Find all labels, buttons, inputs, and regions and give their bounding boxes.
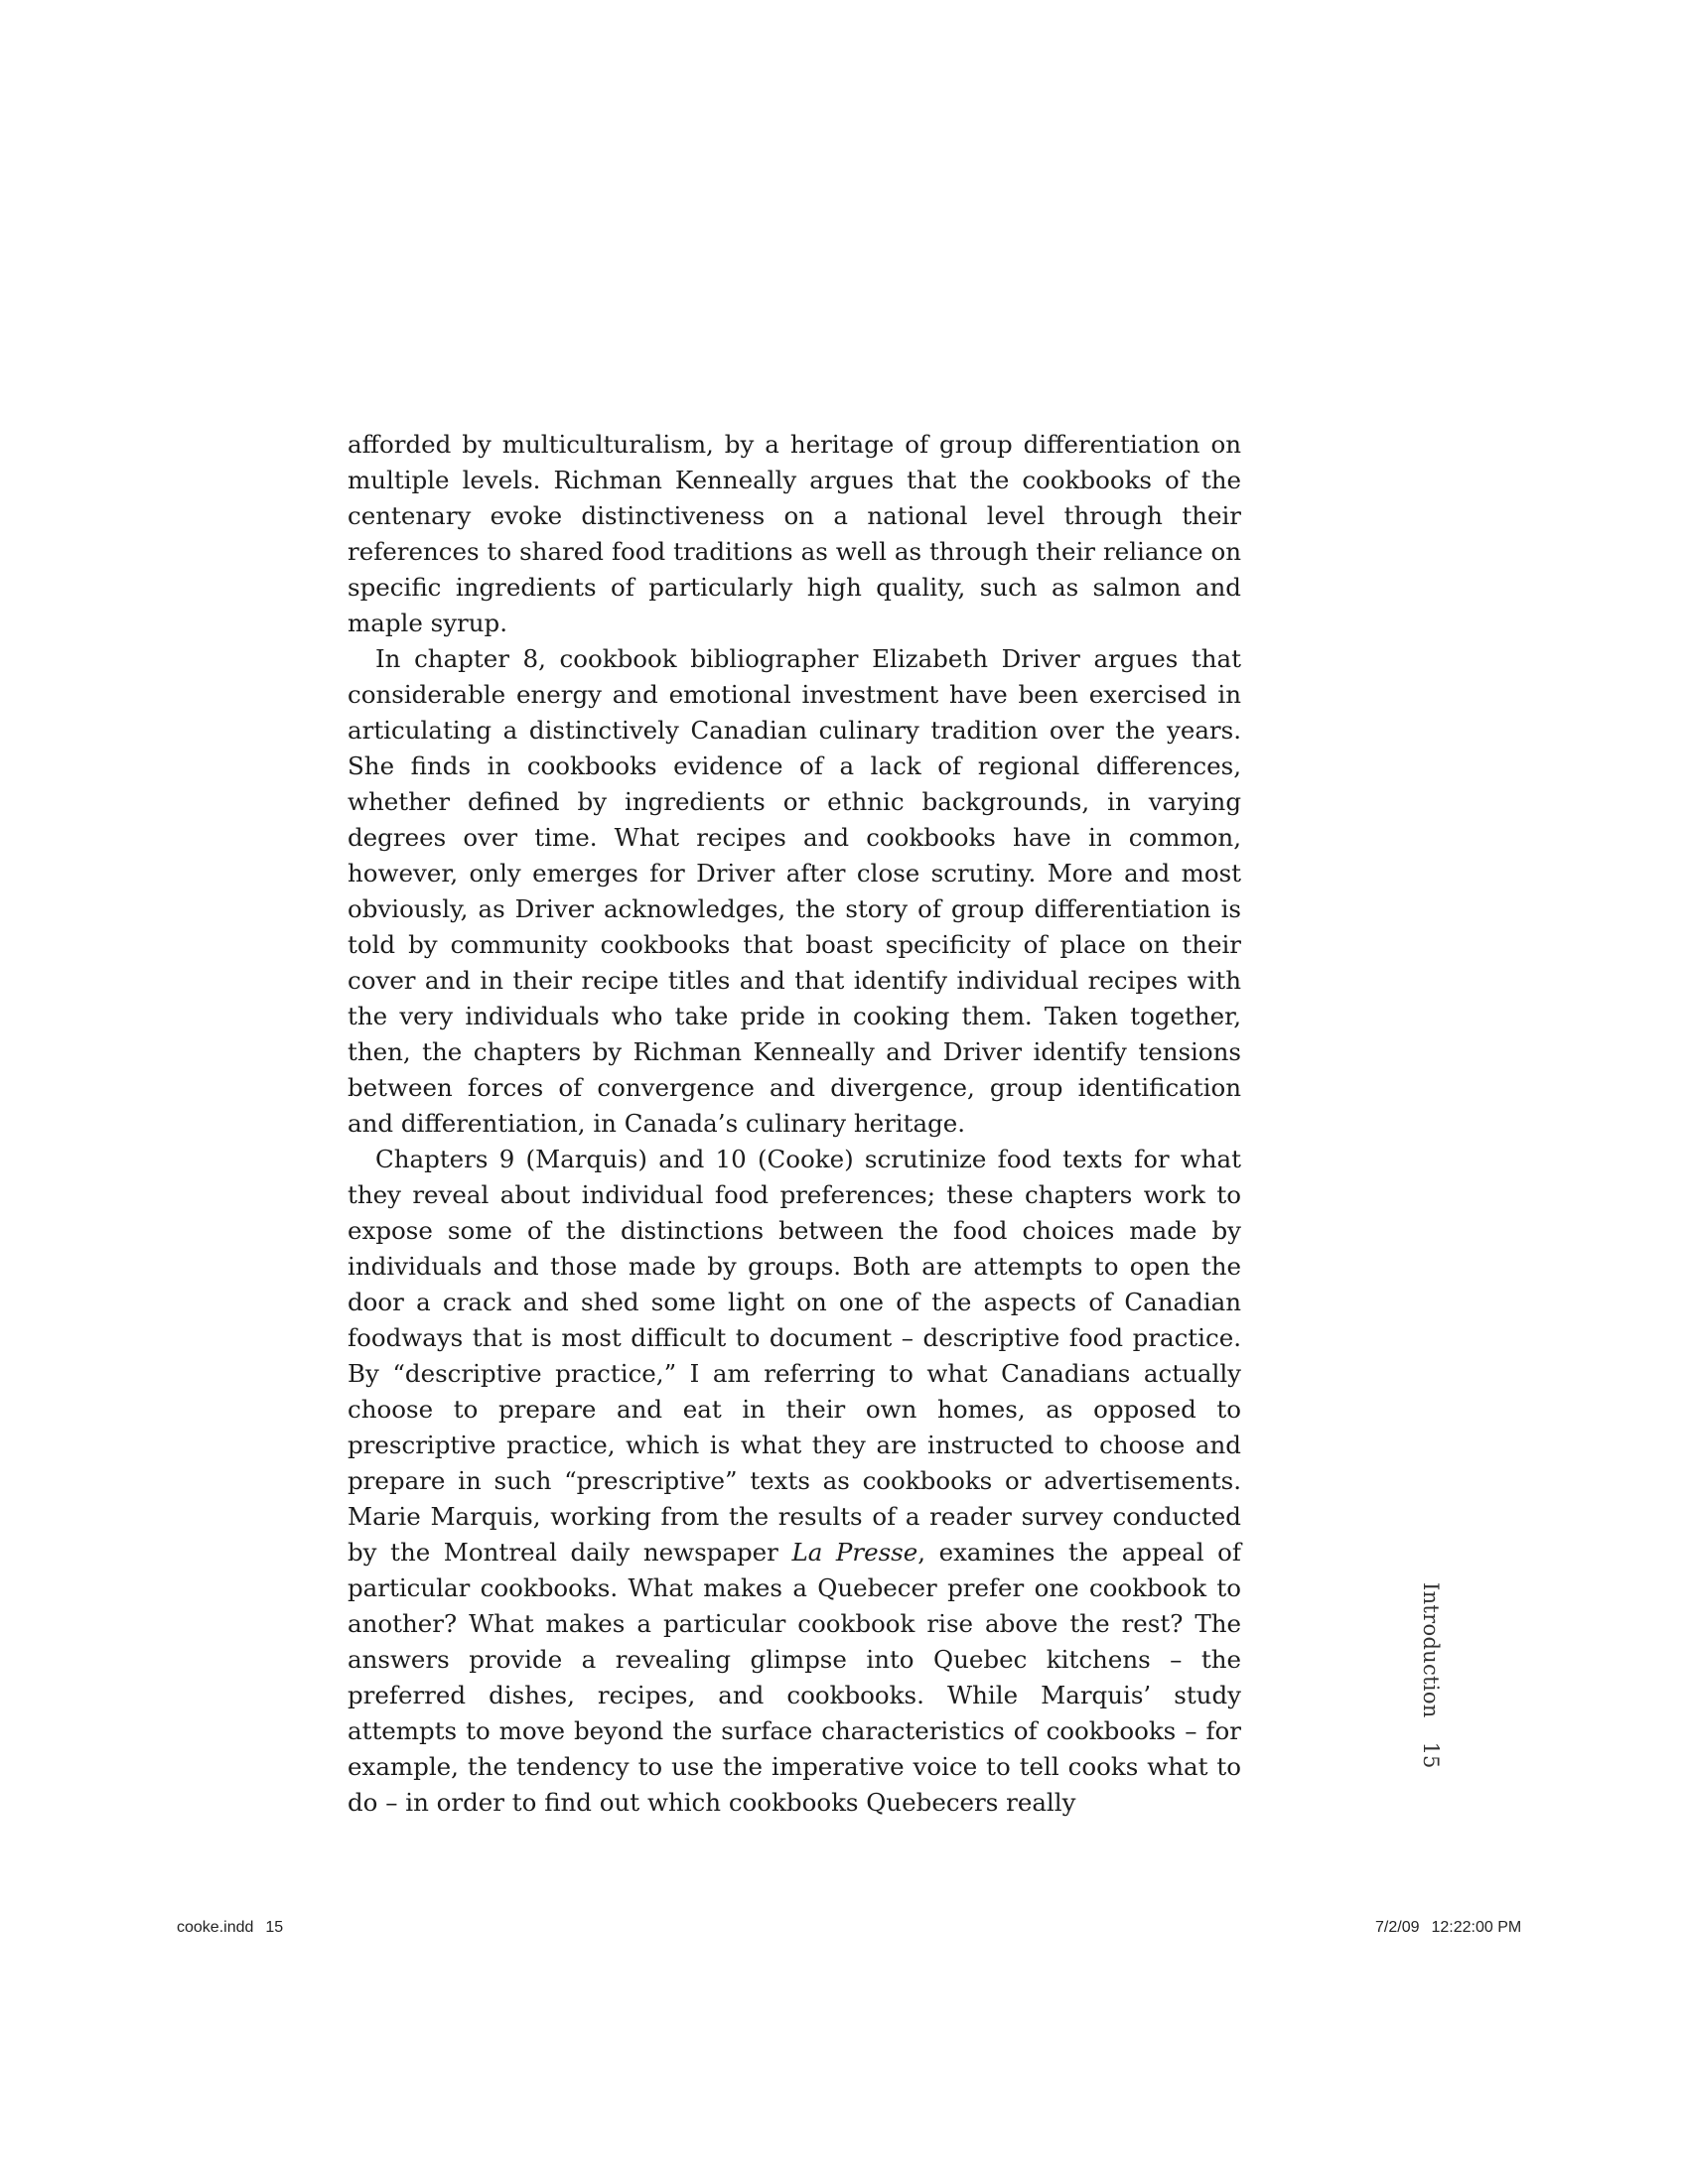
print-slug-file (177, 1919, 283, 1937)
running-head-section: Introduction (1419, 1582, 1443, 1718)
newspaper-title: La Presse (791, 1538, 918, 1567)
running-head (1418, 1582, 1444, 1768)
slug-file-name: cooke.indd (177, 1919, 254, 1936)
slug-time: 12:22:00 PM (1431, 1919, 1522, 1936)
paragraph-1 (348, 427, 1241, 641)
slug-date: 7/2/09 (1375, 1919, 1420, 1936)
paragraph-2-text: In chapter 8, cookbook bibliographer Elizabeth Driver argues that considerable energy and emotional investment have been exercised in articulating a distinctively Canadian culinary tradition over the years. She finds in cookbooks evidence of a lack of regional differences, whether defined by ingredients or ethnic backgrounds, in varying degrees over time. What recipes and cookbooks have in common, however, only emerges for Driver after close scrutiny. More and most obviously, as Driver acknowledges, the story of group differentiation is told by community cookbooks that boast specificity of place on their cover and in their recipe titles and that identify individual recipes with the very individuals who take pride in cooking them. Taken together, then, the chapters by Richman Kenneally and Driver identify tensions between forces of convergence and divergence, group identification and differentiation, in Canada’s culinary heritage. (348, 644, 1241, 1138)
slug-file-page: 15 (265, 1919, 284, 1936)
paragraph-2 (348, 641, 1241, 1142)
page-number: 15 (1419, 1741, 1443, 1769)
paragraph-1-text: afforded by multiculturalism, by a heritage of group differentiation on multiple levels. Richman Kenneally argues that the cookbooks of the centenary evoke distinctiveness on a national level through their references to shared food traditions as well as through their reliance on specific ingredients of particularly high quality, such as salmon and maple syrup. (348, 430, 1241, 637)
paragraph-3-text-end: , examines the appeal of particular cookbooks. What makes a Quebecer prefer one cookbook to another? What makes a particular cookbook rise above the rest? The answers provide a revealing glimpse into Quebec kitchens – the preferred dishes, recipes, and cookbooks. While Marquis’ study attempts to move beyond the surface characteristics of cookbooks – for example, the tendency to use the imperative voice to tell cooks what to do – in order to find out which cookbooks Quebecers really (348, 1538, 1242, 1817)
print-slug-timestamp (1375, 1919, 1521, 1937)
body-text (348, 427, 1241, 1821)
paragraph-3 (348, 1142, 1241, 1821)
paragraph-3-text-start: Chapters 9 (Marquis) and 10 (Cooke) scrutinize food texts for what they reveal about individual food preferences; these chapters work to expose some of the distinctions between the food choices made by individuals and those made by groups. Both are attempts to open the door a crack and shed some light on one of the aspects of Canadian foodways that is most difficult to document – descriptive food practice. By “descriptive practice,” I am referring to what Canadians actually choose to prepare and eat in their own homes, as opposed to prescriptive practice, which is what they are instructed to choose and prepare in such “prescriptive” texts as cookbooks or advertisements. Marie Marquis, working from the results of a reader survey conducted by the Montreal daily newspaper (348, 1145, 1241, 1567)
